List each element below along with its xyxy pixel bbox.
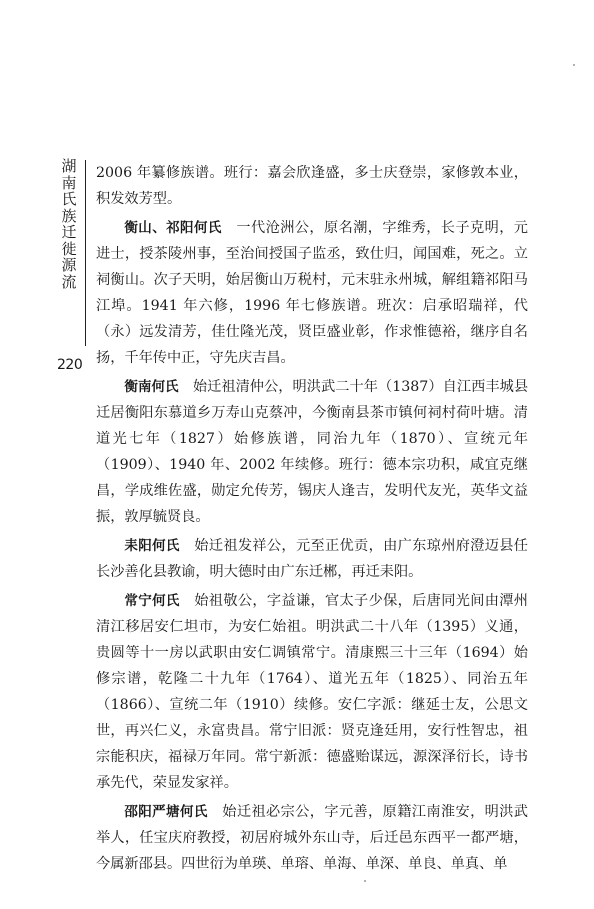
running-title-char: 源 — [61, 256, 77, 274]
clan-heading: 常宁何氏 — [124, 593, 180, 609]
running-title-char: 氏 — [61, 190, 77, 208]
paragraph-text: 始祖敬公，字益谦，官太子少保，后唐同光间由潭州清江移居安仁坦市，为安仁始祖。明洪武二十八年（1395）义通，贵圆等十一房以武职由安仁调镇常宁。清康熙三十三年（1694）始修宗谱，乾隆二十九年（1764）、道光五年（1825）、同治五年（1866）、宣统二年（1910）续修。安仁字派：继延士友，公思文世，再兴仁义，永富贵昌。常宁旧派：贤克逢廷用，安行性智忠，祖宗能积庆，福禄万年同。常宁新派：德盛贻谋远，源深泽衍长，诗书承先代，荣显发家祥。 — [96, 593, 528, 791]
paragraph-text: 始迁祖清仲公，明洪武二十年（1387）自江西丰城县迁居衡阳东慕道乡万寿山克蔡冲，今衡南县茶市镇何祠村荷叶塘。清道光七年（1827）始修族谱，同治九年（1870）、宣统元年（1909）、1940 年、2002 年续修。班行：德本宗功积，咸宜克继昌，学成维佐盛，勋定允传芳，锡庆人逢吉，发明代友光，英华文益振，敦厚毓贤良。 — [96, 379, 529, 525]
clan-heading: 衡南何氏 — [124, 379, 179, 395]
paragraph — [96, 588, 528, 796]
running-title-char: 迁 — [61, 223, 77, 241]
paragraph — [96, 533, 528, 585]
running-title — [60, 158, 78, 290]
running-title-char: 流 — [61, 272, 77, 291]
running-title-char: 族 — [61, 206, 77, 225]
running-title-char: 南 — [61, 173, 77, 192]
margin-rule — [85, 160, 86, 346]
running-title-char: 湖 — [61, 157, 77, 175]
scan-speck — [573, 64, 575, 66]
page-number: 220 — [57, 357, 83, 373]
paragraph-text: 一代沧洲公，原名潮，字维秀，长子克明，元进士，授茶陵州事，至治间授国子监丞，致仕归，闻国难，死之。立祠衡山。次子天明，始居衡山万税村，元末驻永州城，解组籍祁阳马江埠。1941 年六修，1996 年七修族谱。班次：启承昭瑞祥，代（永）远发清芳，佳仕隆光茂，贤臣盛业彰，作求惟德裕，继序自名扬，千年传中正，守先庆吉昌。 — [96, 220, 528, 366]
running-title-char: 徙 — [61, 239, 77, 258]
paragraph-text: 2006 年纂修族谱。班行：嘉会欣逢盛，多士庆登崇，家修敦本业，积发效芳型。 — [96, 165, 528, 207]
paragraph — [96, 374, 528, 530]
paragraph-text: 始迁祖必宗公，字元善，原籍江南淮安，明洪武举人，任宝庆府教授，初居府城外东山寺，后迁邑东西平一都严塘，今属新邵县。四世衍为单瑛、单瑢、单海、单深、单良、单真、单 — [96, 804, 528, 872]
clan-heading: 耒阳何氏 — [124, 538, 180, 554]
scan-speck — [364, 880, 366, 882]
clan-heading: 衡山、祁阳何氏 — [124, 220, 222, 236]
paragraph — [96, 799, 528, 877]
body-text — [96, 160, 528, 880]
paragraph — [96, 215, 528, 371]
paragraph-text: 始迁祖发祥公，元至正优贡，由广东琼州府澄迈县任长沙善化县教谕，明大德时由广东迁郴，再迁耒阳。 — [96, 538, 528, 580]
clan-heading: 邵阳严塘何氏 — [124, 804, 208, 820]
paragraph — [96, 160, 528, 212]
